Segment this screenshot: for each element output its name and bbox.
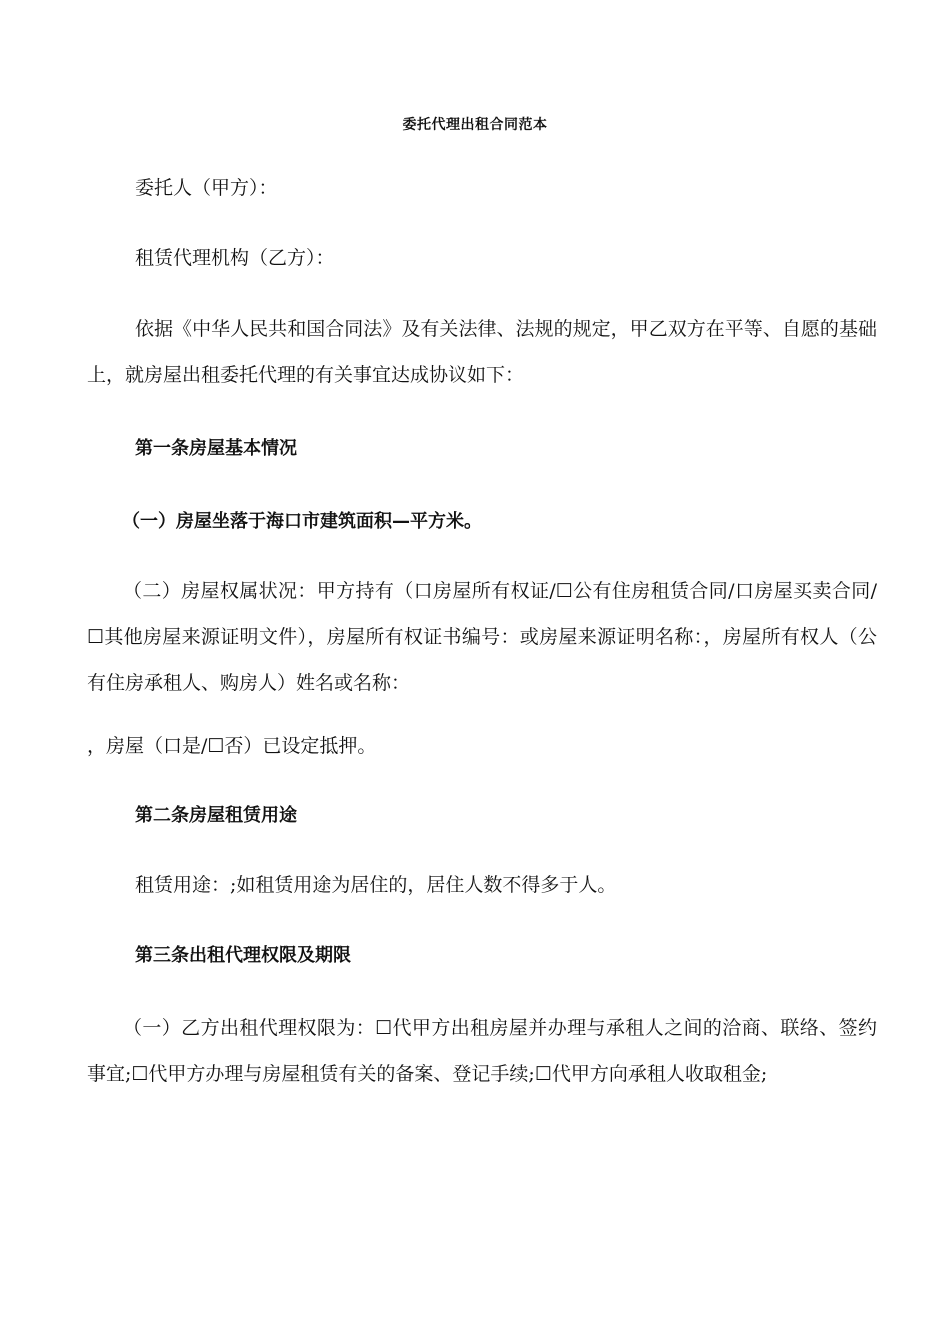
article1-item2: （二）房屋权属状况：甲方持有（口房屋所有权证/☐公有住房租赁合同/口房屋买卖合同/☐其他房屋来源证明文件），房屋所有权证书编号：或房屋来源证明名称：，房屋所有权人（公有住房承租人、购房人）姓名或名称： bbox=[87, 580, 877, 694]
document-title: 委托代理出租合同范本 bbox=[402, 117, 548, 133]
article1-heading: 第一条房屋基本情况 bbox=[135, 438, 297, 459]
article3-item1: （一）乙方出租代理权限为：☐代甲方出租房屋并办理与承租人之间的洽商、联络、签约事宜;☐代甲方办理与房屋租赁有关的备案、登记手续;☐代甲方向承租人收取租金; bbox=[87, 1017, 877, 1085]
article1-item1: （一）房屋坐落于海口市建筑面积—平方米。 bbox=[122, 511, 482, 532]
article2-heading: 第二条房屋租赁用途 bbox=[135, 805, 297, 826]
article2-body: 租赁用途：;如租赁用途为居住的，居住人数不得多于人。 bbox=[135, 874, 617, 896]
article3-heading: 第三条出租代理权限及期限 bbox=[135, 945, 351, 966]
preamble-paragraph: 依据《中华人民共和国合同法》及有关法律、法规的规定，甲乙双方在平等、自愿的基础上，就房屋出租委托代理的有关事宜达成协议如下： bbox=[87, 318, 877, 386]
agent-line: 租赁代理机构（乙方）： bbox=[135, 247, 335, 269]
article1-item2-continuation: ，房屋（口是/☐否）已设定抵押。 bbox=[87, 735, 377, 757]
principal-line: 委托人（甲方）： bbox=[135, 177, 278, 199]
